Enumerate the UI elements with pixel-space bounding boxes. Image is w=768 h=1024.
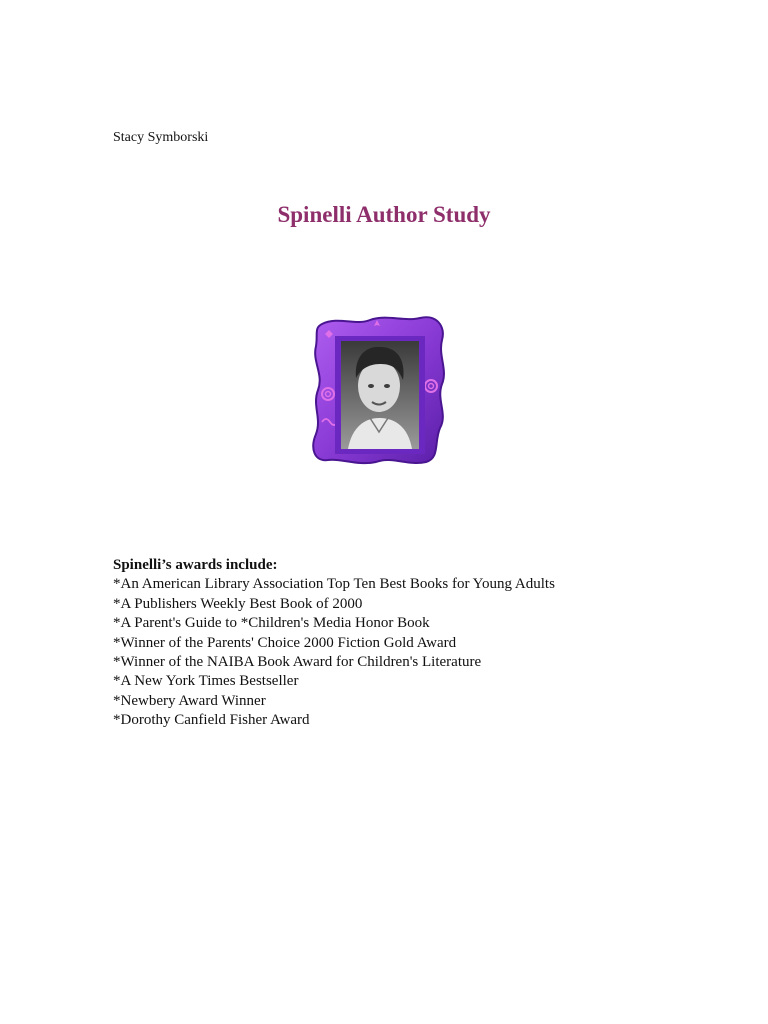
author-portrait <box>308 314 450 466</box>
portrait-frame-image <box>308 314 450 466</box>
page-title: Spinelli Author Study <box>277 202 491 227</box>
author-name: Stacy Symborski <box>113 130 209 145</box>
award-item: *A Parent's Guide to *Children's Media Honor Book <box>113 615 430 632</box>
award-item: *A Publishers Weekly Best Book of 2000 <box>113 595 363 612</box>
award-item: *Winner of the Parents' Choice 2000 Fiction Gold Award <box>113 634 457 651</box>
award-item: *An American Library Association Top Ten Best Books for Young Adults <box>113 576 555 593</box>
award-item: *Winner of the NAIBA Book Award for Children's Literature <box>113 654 482 671</box>
awards-heading: Spinelli’s awards include: <box>113 557 278 573</box>
awards-section <box>113 556 555 731</box>
award-item: *Newbery Award Winner <box>113 692 266 709</box>
award-item: *A New York Times Bestseller <box>113 673 299 690</box>
award-item: *Dorothy Canfield Fisher Award <box>113 712 310 729</box>
